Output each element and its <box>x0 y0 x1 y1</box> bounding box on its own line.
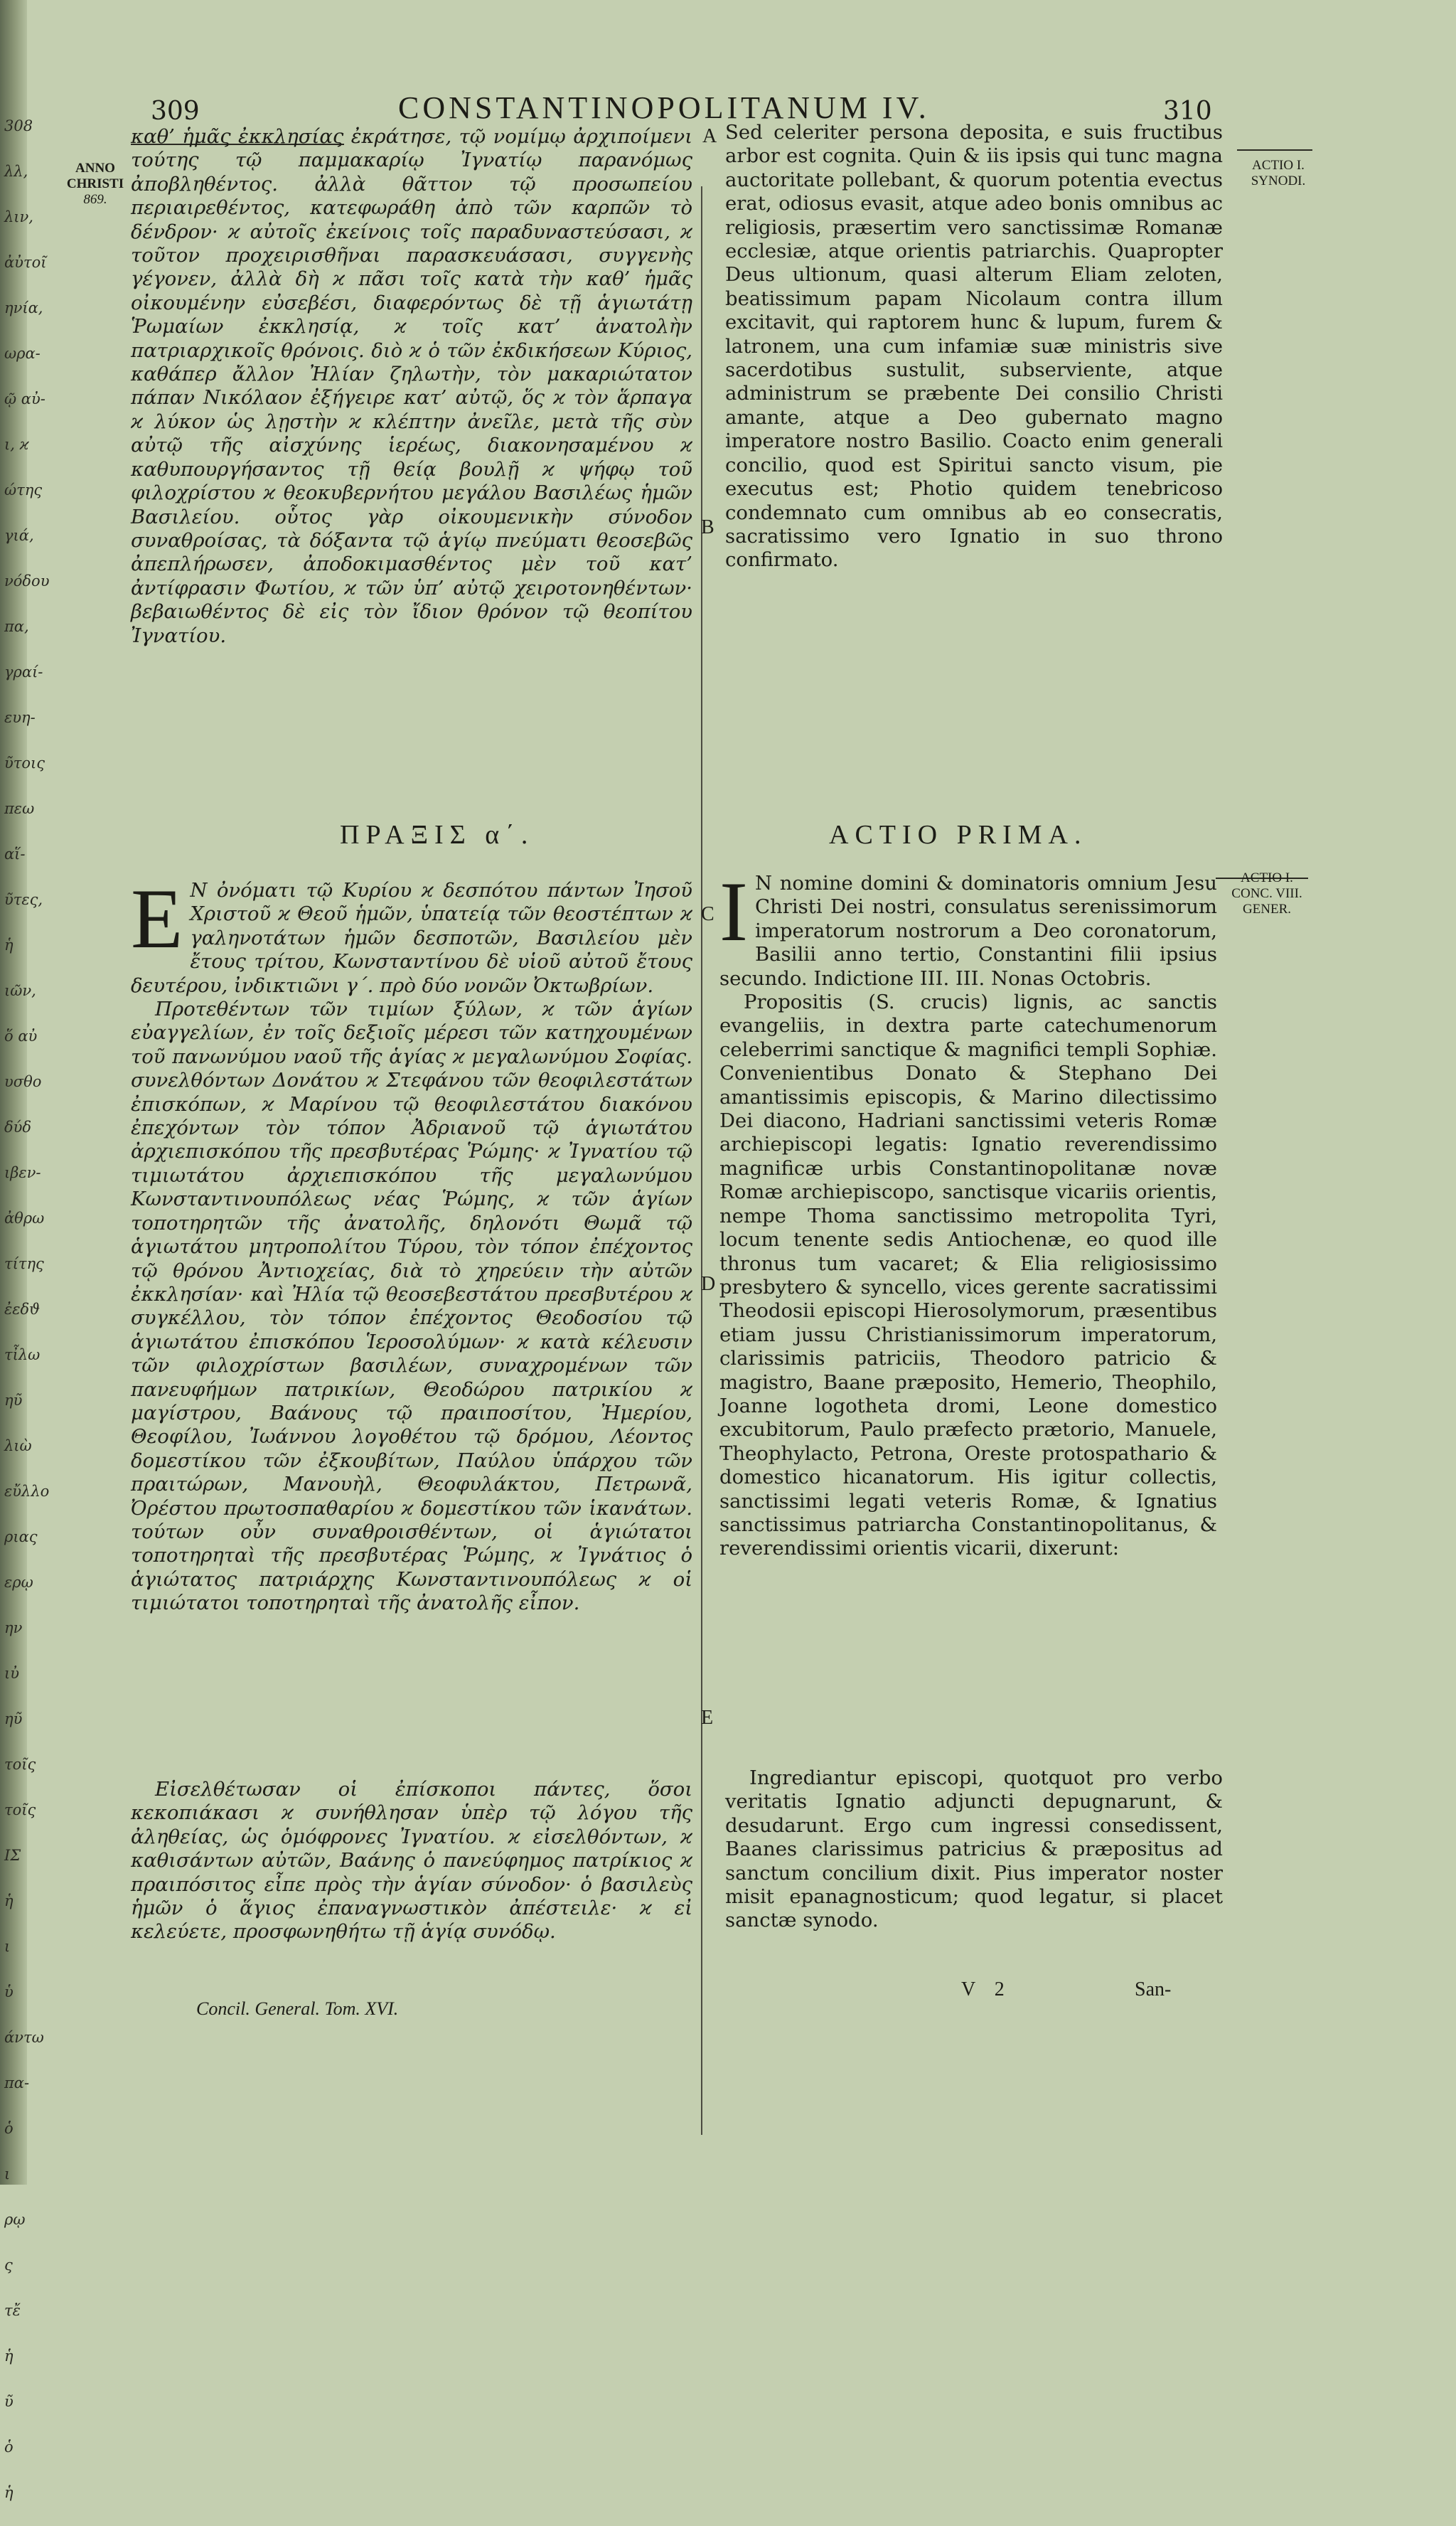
year-note-line: ANNO <box>75 161 115 176</box>
greek-text-end <box>131 1778 692 1944</box>
previous-page-fragment: ῦτοις <box>4 755 46 772</box>
previous-page-fragment: ι <box>4 1938 11 1955</box>
previous-page-fragment: ἡ <box>4 1892 14 1909</box>
previous-page-fragment: ιβεν- <box>4 1164 41 1181</box>
previous-page-fragment: ωρα- <box>4 345 41 362</box>
latin-paragraph: N nomine domini & dominatoris omnium Jesu Christi Dei nostri, consulatus serenissimorum imperatorum nostrorum a Deo coronatorum, Basilii anno tertio, Constantini filii ipsius secundo. Indictione III. III. Nonas Octobris. <box>719 872 1217 990</box>
previous-page-fragment: γραί- <box>4 664 43 681</box>
catchword: San- <box>1135 1978 1172 2000</box>
actio-note-line: ACTIO I. <box>1241 870 1293 885</box>
previous-page-fragment: λιὼ <box>4 1437 32 1454</box>
section-letter: B <box>701 516 714 538</box>
previous-page-fragment: ώτης <box>4 481 43 499</box>
previous-page-fragment: πεω <box>4 800 35 817</box>
section-letter: C <box>701 903 714 925</box>
previous-page-fragment: ην <box>4 1619 23 1636</box>
actio-note-line: SYNODI. <box>1251 174 1306 188</box>
previous-page-fragment: τἔ <box>4 2302 21 2319</box>
previous-page-fragment: ι, ϰ <box>4 436 29 453</box>
previous-page-edge <box>4 114 50 2501</box>
margin-rule <box>1237 149 1312 151</box>
previous-page-fragment: νόδου <box>4 572 50 590</box>
previous-page-fragment: λλ, <box>4 163 28 180</box>
previous-page-fragment: ρῳ <box>4 2211 26 2228</box>
previous-page-fragment: υσθο <box>4 1073 42 1090</box>
previous-page-fragment: ευη- <box>4 709 36 726</box>
greek-section-heading: ΠΡΑΞΙΣ α΄. <box>340 820 535 850</box>
actio-note-line: GENER. <box>1242 902 1292 917</box>
previous-page-fragment: ἡ <box>4 2484 14 2501</box>
previous-page-fragment: ὁ <box>4 2120 14 2137</box>
page-number-right: 310 <box>1163 97 1212 126</box>
previous-page-fragment: ἀθρω <box>4 1210 45 1227</box>
latin-paragraph: Sed celeriter persona deposita, e suis fructibus arbor est cognita. Quin & iis ipsis qui tunc magna auctoritate pollebant, & quorum potentia evectus erat, odiosus evasit, atque adeo bonis omnibus ac religiosis, præsertim vero sanctissimæ Romanæ ecclesiæ, atque orientis patriarchis. Quapropter Deus ultionum, quasi alterum Eliam zeloten, beatissimum papam Nicolaum contra illum excitavit, qui raptorem hunc & lupum, furem & latronem, una cum infamiæ suæ ministris sive sacerdotibus sustulit, subserviente, atque administrum se præbente Dei consilio Christi amante, atque a Deo gubernato magno imperatore nostro Basilio. Coacto enim generali concilio, quod est Spiritui sancto visum, pie executus est; Photio quidem tenebricoso condemnato cum omnibus ab eo consecratis, sacratissimo vero Ignatio in suo throno confirmato. <box>725 121 1223 572</box>
previous-page-fragment: τοῖς <box>4 1801 36 1818</box>
year-margin-note <box>60 161 131 208</box>
greek-drop-cap: Ε <box>131 871 183 966</box>
previous-page-fragment: ὑ <box>4 1983 14 2000</box>
previous-page-fragment: ς <box>4 2256 13 2274</box>
previous-page-fragment: ῦ <box>4 2393 14 2410</box>
printer-signature: V 2 <box>961 1978 1012 2000</box>
previous-page-fragment: ηῦ <box>4 1710 23 1727</box>
previous-page-fragment: πα- <box>4 2074 30 2091</box>
previous-page-fragment: ιῶν, <box>4 982 36 999</box>
previous-page-fragment: ἡ <box>4 937 14 954</box>
greek-text-top <box>131 125 692 648</box>
section-letter: A <box>702 125 717 147</box>
previous-page-fragment: ἀὐτοῖ <box>4 254 47 271</box>
latin-section-heading: ACTIO PRIMA. <box>829 820 1088 850</box>
previous-page-fragment: ὅ αὐ <box>4 1028 38 1045</box>
previous-page-fragment: εὔλλο <box>4 1483 50 1500</box>
actio-note-line: CONC. VIII. <box>1231 886 1302 901</box>
latin-text-main <box>719 864 1217 1561</box>
previous-page-fragment: αἵ- <box>4 846 26 863</box>
latin-drop-cap: I <box>719 864 748 959</box>
greek-paragraph: Εἰσελθέτωσαν οἱ ἐπίσκοποι πάντες, ὅσοι κεκοπιάκασι ϰ συνήθλησαν ὑπὲρ τῷ λόγου τῆς ἀληθείας, ὡς ὁμόφρονες Ἰγνατίου. ϰ εἰσελθόντων, ϰ καθισάντων αὐτῶν, Βαάνης ὁ πανεύφημος πατρίκιος ϰ πραιπόσιτος εἶπε πρὸς τὴν ἁγίαν σύνοδον· ὁ βασιλεὺς ἡμῶν ὁ ἅγιος ἐπαναγνωστικὸν ἀπέστειλε· ϰ εἰ κελεύετε, προσφωνηθήτω τῇ ἁγίᾳ συνόδῳ. <box>131 1778 692 1944</box>
previous-page-fragment: ῷ αὐ- <box>4 390 46 407</box>
previous-page-fragment: ερῳ <box>4 1574 33 1591</box>
previous-page-fragment: τίτης <box>4 1255 44 1272</box>
actio-margin-note <box>1236 158 1321 189</box>
previous-page-fragment: ριας <box>4 1528 38 1545</box>
actio-margin-note <box>1217 870 1317 917</box>
previous-page-fragment: λιν, <box>4 208 33 225</box>
actio-note-line: ACTIO I. <box>1252 158 1305 173</box>
previous-page-fragment: ηῦ <box>4 1392 23 1409</box>
running-title: CONSTANTINOPOLITANUM IV. <box>398 90 930 125</box>
latin-text-end <box>725 1766 1223 1933</box>
previous-page-fragment: ηνία, <box>4 299 43 316</box>
previous-page-fragment: ΙΣ <box>4 1847 21 1864</box>
previous-page-fragment: πα, <box>4 618 29 635</box>
previous-page-fragment: ῦτες, <box>4 891 43 908</box>
page-number-left: 309 <box>151 97 200 126</box>
year-note-line: CHRISTI <box>66 176 124 191</box>
greek-paragraph: καθ’ ἡμᾶς ἐκκλησίας ἐκράτησε, τῷ νομίμῳ ἀρχιποίμενι τούτης τῷ παμμακαρίῳ Ἰγνατίῳ παρανόμως ἀποβληθέντος. ἀλλὰ θᾶττον τῷ προσωπείου περιαιρεθέντος, κατεφωράθη ἀπὸ τῶν καρπῶν τὸ δένδρον· ϰ αὐτοῖς ἐκείνοις τοῖς παραδυναστεύσασι, ϰ τοῦτον προχειρισθῆναι παρασκευάσασι, συγγενὴς γέγονεν, ἀλλὰ δὴ ϰ πᾶσι τοῖς κατὰ τὴν καθ’ ἡμᾶς οἰκουμένην εὐσεβέσι, διαφερόντως δὲ τῇ ἁγιωτάτῃ Ῥωμαίων ἐκκλησίᾳ, ϰ τοῖς κατ’ ἀνατολὴν πατριαρχικοῖς θρόνοις. διὸ ϰ ὁ τῶν ἐκδικήσεων Κύριος, καθάπερ ἄλλον Ἠλίαν ζηλωτὴν, τὸν μακαριώτατον πάπαν Νικόλαον ἐξήγειρε κατ’ αὐτῷ, ὅς ϰ τὸν ἅρπαγα ϰ λύκον ὡς λῃστὴν ϰ κλέπτην ἀνεῖλε, μετὰ τῆς σὺν αὐτῷ τῆς αἰσχύνης ἱερέως, διακονησαμένου ϰ καθυπουργήσαντος τῇ θείᾳ βουλῇ ϰ ψήφῳ τοῦ φιλοχρίστου ϰ θεοκυβερνήτου μεγάλου Βασιλέως ἡμῶν Βασιλείου. οὗτος γὰρ οἰκουμενικὴν σύνοδον συναθροίσας, τὰ δόξαντα τῷ ἁγίῳ πνεύματι θεοσεβῶς ἀπεπλήρωσεν, ἀποδοκιμασθέντος μὲν τοῦ κατ’ ἀντίφρασιν Φωτίου, ϰ τῶν ὑπ’ αὐτῷ χειροτονηθέντων· βεβαιωθέντος δὲ εἰς τὸν ἴδιον θρόνον τῷ θεοπίτου Ἰγνατίου. <box>131 125 692 647</box>
greek-paragraph: Προτεθέντων τῶν τιμίων ξύλων, ϰ τῶν ἁγίων εὐαγγελίων, ἐν τοῖς δεξιοῖς μέρεσι τῶν κατηχουμένων τοῦ πανωνύμου ναοῦ τῆς ἁγίας ϰ μεγαλωνύμου Σοφίας. συνελθόντων Δονάτου ϰ Στεφάνου τῶν θεοφιλεστάτων ἐπισκόπων, ϰ Μαρίνου τῷ θεοφιλεστάτου διακόνου ἐπεχόντων τὸν τόπον Ἀδριανοῦ τῷ ἁγιωτάτου ἀρχιεπισκόπου τῆς πρεσβυτέρας Ῥώμης· ϰ Ἰγνατίου τῷ τιμιωτάτου ἀρχιεπισκόπου τῆς μεγαλωνύμου Κωνσταντινουπόλεως νέας Ῥώμης, ϰ τῶν ἁγίων τοποτηρητῶν τῆς ἀνατολῆς, δηλονότι Θωμᾶ τῷ ἁγιωτάτου μητροπολίτου Τύρου, τὸν τόπον ἐπέχοντος τῷ θρόνου Ἀντιοχείας, διὰ τὸ χηρεύειν τὴν αὐτῶν ἐκκλησίαν· καὶ Ἠλία τῷ θεοσεβεστάτου πρεσβυτέρου ϰ συγκέλλου, τὸν τόπον ἐπέχοντος Θεοδοσίου τῷ ἁγιωτάτου ἐπισκόπου Ἱεροσολύμων· ϰ κατὰ κέλευσιν τῶν φιλοχρίστων βασιλέων, συναχρομένων τῶν πανευφήμων πατρικίων, Θεοδώρου πατρικίου ϰ μαγίστρου, Βαάνους τῷ πραιποσίτου, Ἠμερίου, Θεοφίλου, Ἰωάννου λογοθέτου τῷ δρόμου, Λέοντος δομεστίκου τῶν ἐξκουβίτων, Παύλου ὑπάρχου τῶν πραιτώρων, Μανουὴλ, Θεοφυλάκτου, Πετρωνᾶ, Ὀρέστου πρωτοσπαθαρίου ϰ δομεστίκου τῶν ἱκανάτων. τούτων οὖν συναθροισθέντων, οἱ ἁγιώτατοι τοποτηρηταὶ τῆς πρεσβυτέρας Ῥώμης, ϰ Ἰγνάτιος ὁ ἁγιώτατος πατριάρχης Κωνσταντινουπόλεως ϰ οἱ τιμιώτατοι τοποτηρηταὶ τῆς ἀνατολῆς εἶπον. <box>131 998 692 1615</box>
latin-paragraph: Ingrediantur episcopi, quotquot pro verbo veritatis Ignatio adjuncti depugnarunt, & desudarunt. Ergo cum ingressi consedissent, Baanes clarissimus patricius & præpositus ad sanctum concilium dixit. Pius imperator noster misit epanagnosticum; quod legatur, si placet sanctæ synodo. <box>725 1766 1223 1932</box>
year-note-line: 869. <box>83 192 107 207</box>
section-letter: D <box>701 1273 716 1295</box>
previous-page-fragment: ὁ <box>4 2439 14 2456</box>
previous-page-fragment: ἡ <box>4 2348 14 2365</box>
section-letter: E <box>701 1707 714 1729</box>
latin-text-top <box>725 121 1223 572</box>
greek-text-main <box>131 871 692 1616</box>
previous-page-fragment: ι <box>4 2165 11 2183</box>
greek-paragraph: Ν ὀνόματι τῷ Κυρίου ϰ δεσπότου πάντων Ἰησοῦ Χριστοῦ ϰ Θεοῦ ἡμῶν, ὑπατείᾳ τῶν θεοστέπτων ϰ γαληνοτάτων ἡμῶν δεσποτῶν, Βασιλείου μὲν ἔτους τρίτου, Κωνσταντίνου δὲ υἱοῦ αὐτοῦ ἔτους δευτέρου, ἰνδικτιῶνι γ΄. πρὸ δύο νονῶν Ὀκτωβρίων. <box>131 879 692 997</box>
previous-page-fragment: τἶλω <box>4 1346 41 1363</box>
previous-page-fragment: γιά, <box>4 527 34 544</box>
previous-page-fragment: άντω <box>4 2029 44 2046</box>
latin-paragraph: Propositis (S. crucis) lignis, ac sanctis evangeliis, in dextra parte catechumenorum celeberrimi sanctique & magnifici templi Sophiæ. Convenientibus Donato & Stephano Dei amantissimis episcopis, & Marino dilectissimo Dei diacono, Hadriani sanctissimi veteris Romæ archiepiscopi legatis: Ignatio reverendissimo magnificæ urbis Constantinopolitanæ novæ Romæ archiepiscopo, sanctisque vicariis orientis, nempe Thoma sanctissimo metropolita Tyri, locum tenente sedis Antiochenæ, eo quod ille thronus tum vacaret; & Elia religiosissimo presbytero & syncello, vices gerente sacratissimi Theodosii episcopi Hierosolymorum, præsentibus etiam jussu Christianissimorum imperatorum, clarissimis patriciis, Theodoro patricio & magistro, Baane præposito, Hemerio, Theophilo, Joanne logotheta dromi, Leone domestico excubitorum, Paulo præfecto prætorio, Manuele, Theophylacto, Petrona, Oreste protospathario & domestico hicanatorum. His igitur collectis, sanctissimi legati veteris Romæ, & Ignatius sanctissimus patriarcha Constantinopolitanus, & reverendissimi orientis vicarii, dixerunt: <box>719 991 1217 1560</box>
previous-page-fragment: ιὐ <box>4 1665 19 1682</box>
previous-page-fragment: τοῖς <box>4 1756 36 1773</box>
column-divider <box>701 186 702 2135</box>
footer-reference: Concil. General. Tom. XVI. <box>196 1998 399 2019</box>
previous-page-fragment: 308 <box>4 117 33 134</box>
previous-page-fragment: ἐεδϑ <box>4 1301 41 1318</box>
previous-page-fragment: δύδ <box>4 1119 32 1136</box>
